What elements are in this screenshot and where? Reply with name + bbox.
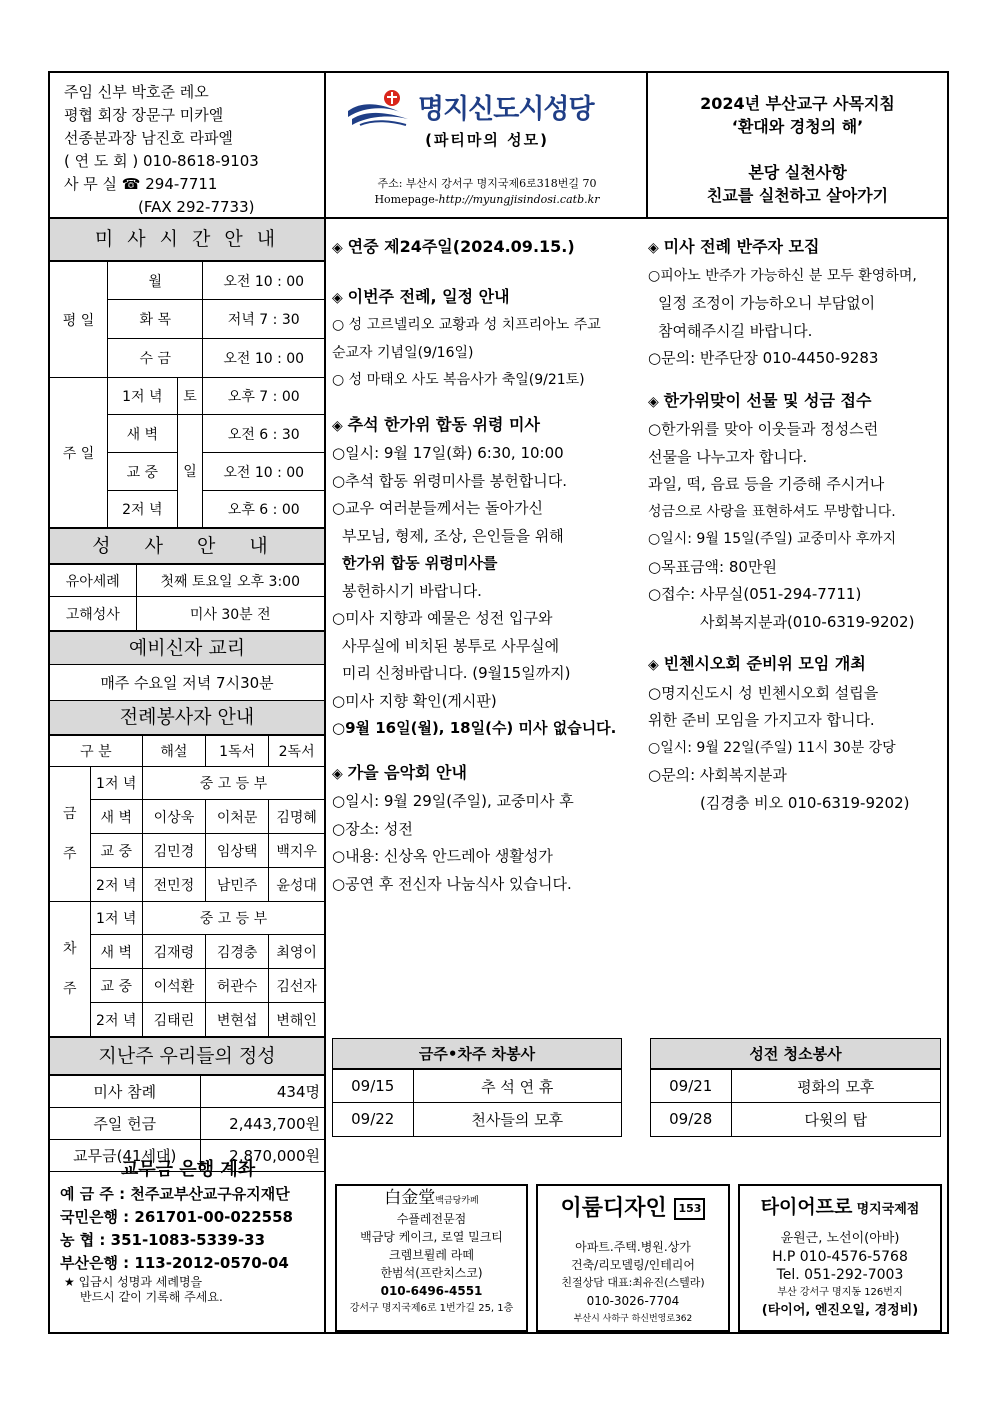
ad-tire: [738, 1184, 942, 1332]
mass-name: 새 벽: [108, 415, 177, 453]
server-group: 중 고 등 부: [142, 767, 324, 800]
server: 이상욱: [142, 800, 205, 834]
mass-title: 미 사 시 간 안 내: [50, 219, 324, 261]
server-row-name: 새 벽: [90, 935, 142, 969]
notice-line: ○ 성 고르넬리오 교황과 성 치프리아노 주교: [332, 317, 601, 333]
offering-label: 교무금(41세대): [50, 1140, 200, 1172]
patron: (파티마의 성모): [425, 131, 549, 149]
server: 김선자: [269, 969, 324, 1003]
diamond-icon: ◈: [332, 417, 348, 434]
ad-title-text: 타이어프로: [760, 1196, 853, 1218]
server: 김재령: [142, 935, 205, 969]
mass-table: [50, 261, 324, 528]
church-name: 명지신도시성당: [418, 94, 594, 125]
server: 이처문: [206, 800, 269, 834]
mass-time: 저녁 7 : 30: [203, 300, 324, 339]
notice-line: ○명지신도시 성 빈첸시오회 설립을: [648, 683, 879, 702]
ad-line: 010-6496-4551: [380, 1284, 483, 1298]
car-duty-title: 금주•차주 차봉사: [333, 1039, 621, 1069]
mass-time: 오전 6 : 30: [203, 415, 324, 453]
offering-label: 미사 참례: [50, 1076, 200, 1108]
ad-line: 010-3026-7704: [586, 1294, 680, 1308]
notice-line: ○교우 여러분들께서는 돌아가신: [332, 499, 543, 517]
notice-line: 순교자 기념일(9/16일): [332, 344, 474, 361]
notice-line: ○일시: 9월 17일(화) 6:30, 10:00: [332, 444, 564, 462]
mass-name: 교 중: [108, 453, 177, 491]
server: 백지우: [269, 834, 324, 868]
diamond-icon: ◈: [332, 240, 348, 256]
server-row-name: 1저 녁: [90, 902, 142, 935]
this-week-label: [50, 767, 90, 902]
ad-line: 크렘브륄레 라떼: [389, 1248, 474, 1262]
car-duty-table: [332, 1038, 622, 1137]
mass-day: 월: [108, 262, 203, 300]
diamond-icon: ◈: [332, 765, 348, 782]
server: 김태린: [142, 1003, 205, 1037]
server: 전민정: [142, 868, 205, 902]
ad-title: [740, 1186, 940, 1230]
bank-note: 반드시 같이 기록해 주세요.: [80, 1290, 223, 1304]
notice-line: ○미사 지향과 예물은 성전 입구와: [332, 609, 553, 627]
sunday-label: 주 일: [50, 378, 108, 528]
server-row-name: 2저 녁: [90, 868, 142, 902]
ad-bakery: [335, 1184, 528, 1332]
ad-line: 강서구 명지국제6로 1번가길 25, 1층: [349, 1303, 514, 1314]
diamond-icon: ◈: [648, 240, 664, 256]
notice-line: 한가위 합동 위령미사를: [342, 554, 498, 572]
sunday-day-label: 일: [177, 415, 203, 528]
duty-date: 09/21: [651, 1070, 731, 1103]
bank-accounts: [50, 1154, 326, 1305]
notice-line: ○장소: 성전: [332, 819, 413, 838]
homepage-link[interactable]: http://myungjisindosi.catb.kr: [438, 193, 600, 206]
notice-line: ○피아노 반주가 가능하신 분 모두 환영하며,: [648, 267, 917, 284]
duty-team: 천사들의 모후: [413, 1103, 621, 1136]
mass-time: 오후 7 : 00: [203, 378, 324, 415]
church-title: [326, 73, 648, 219]
practice-line: 본당 실천사항: [748, 163, 847, 182]
notice-line: 성금으로 사랑을 표현하셔도 무방합니다.: [648, 503, 896, 520]
address: 주소: 부산시 강서구 명지국제6로318번길 70: [377, 177, 597, 190]
staff-line: 선종분과장 남진호 라파엘: [64, 129, 233, 147]
server-row-name: 교 중: [90, 969, 142, 1003]
notice-line: 일정 조정이 가능하오니 부담없이: [658, 294, 876, 312]
notice-line: ○내용: 신상옥 안드레아 생활성가: [332, 847, 553, 865]
notice-line: ○추석 합동 위령미사를 봉헌합니다.: [332, 471, 568, 490]
notice-line: 과일, 떡, 음료 등을 기증해 주시거나: [648, 475, 885, 493]
notice-heading: [332, 411, 632, 441]
diamond-icon: ◈: [648, 393, 664, 410]
server-row-name: 교 중: [90, 834, 142, 868]
ad-title: [337, 1186, 526, 1210]
ad-title-sub: 명지국제점: [856, 1202, 920, 1217]
mass-time: 오후 6 : 00: [203, 491, 324, 528]
offering-title: 지난주 우리들의 정성: [50, 1037, 324, 1075]
week-char: 차: [63, 941, 77, 957]
notice-line: ○일시: 9월 29일(주일), 교중미사 후: [332, 792, 574, 810]
server: 최영이: [269, 935, 324, 969]
ad-line: H.P 010-4576-5768: [772, 1249, 908, 1265]
ad-title-text: 이룸디자인: [560, 1196, 667, 1221]
catechumen-title: 예비신자 교리: [50, 631, 324, 665]
notices-left: [332, 233, 632, 898]
server: 변현섭: [206, 1003, 269, 1037]
left-column: [50, 219, 326, 1332]
bank-line: 부산은행 : 113-2012-0570-04: [60, 1254, 289, 1272]
notice-line: 사회복지분과(010-6319-9202): [700, 612, 915, 631]
servers-head: 2독서: [269, 736, 324, 767]
baptism-time: 첫째 토요일 오후 3:00: [136, 565, 324, 597]
notice-line: ○공연 후 전신자 나눔식사 있습니다.: [332, 874, 572, 893]
notice-line: ○ 성 마태오 사도 복음사가 축일(9/21토): [332, 372, 585, 388]
house-icon: 153: [674, 1198, 705, 1220]
duty-date: 09/15: [333, 1070, 413, 1103]
notice-line: ○문의: 반주단장 010-4450-9283: [648, 349, 879, 367]
duty-date: 09/28: [651, 1103, 731, 1136]
practice-line: 친교를 실천하고 살아가기: [706, 186, 889, 205]
ad-line: 아파트.주택.병원.상가: [575, 1240, 691, 1254]
notice-line: ○일시: 9월 22일(주일) 11시 30분 강당: [648, 739, 896, 756]
notice-line: ○미사 지향 확인(게시판): [332, 691, 497, 710]
mass-time: 오전 10 : 00: [203, 339, 324, 378]
week-char: 주: [63, 981, 77, 997]
bulletin-frame: [48, 71, 949, 1334]
right-column: [326, 219, 947, 1332]
baptism-label: 유아세례: [50, 565, 136, 597]
saturday-label: 토: [177, 378, 203, 415]
header: [50, 73, 947, 219]
notice-heading: [648, 233, 944, 263]
ad-line: 부산 강서구 명지동 126번지: [777, 1287, 903, 1298]
ad-title: [538, 1186, 728, 1238]
notice-line: 선물을 나누고자 합니다.: [648, 447, 808, 466]
server: 허관수: [206, 969, 269, 1003]
servers-table: [50, 735, 324, 1037]
mass-day: 화 목: [108, 300, 203, 339]
ad-line: (타이어, 엔진오일, 경정비): [761, 1303, 919, 1318]
server: 변해인: [269, 1003, 324, 1037]
ad-title-text: 白金堂: [384, 1188, 436, 1208]
week-char: 금: [63, 806, 77, 822]
bank-note: ★ 입금시 성명과 세례명을: [64, 1275, 203, 1289]
notice-line: ○한가위를 맞아 이웃들과 정성스런: [648, 420, 879, 438]
notice-line: ○목표금액: 80만원: [648, 557, 777, 576]
cleaning-duty-title: 성전 청소봉사: [651, 1039, 940, 1069]
notice-line: 사무실에 비치된 봉투로 사무실에: [342, 636, 560, 655]
staff-line: 사 무 실 ☎ 294-7711: [64, 175, 218, 193]
ad-title-sub: 백금당카페: [435, 1196, 479, 1206]
notice-line: 부모님, 형제, 조상, 은인들을 위해: [342, 526, 564, 545]
notice-heading: [332, 283, 632, 313]
server-row-name: 1저 녁: [90, 767, 142, 800]
notice-title: 미사 전례 반주자 모집: [663, 237, 820, 256]
diamond-icon: ◈: [332, 289, 348, 306]
ad-line: Tel. 051-292-7003: [776, 1267, 904, 1283]
staff-info: [50, 73, 326, 219]
ad-line: 윤원근, 노선이(아바): [780, 1231, 900, 1246]
ad-line: 부산시 사하구 하신번영로362: [573, 1314, 693, 1324]
mass-day: 수 금: [108, 339, 203, 378]
notice-title: 추석 한가위 합동 위령 미사: [347, 414, 540, 434]
servers-title: 전례봉사자 안내: [50, 701, 324, 735]
staff-line: ( 연 도 회 ) 010-8618-9103: [64, 152, 259, 170]
notice-line: (김경충 비오 010-6319-9202): [700, 793, 910, 812]
staff-line: 평협 회장 장문구 미카엘: [64, 106, 224, 124]
notice-line: 미리 신청바랍니다. (9월15일까지): [342, 664, 571, 682]
servers-head: 해설: [142, 736, 205, 767]
notice-heading: [648, 650, 944, 680]
notice-line: ○9월 16일(월), 18일(수) 미사 없습니다.: [332, 719, 617, 737]
server: 김경충: [206, 935, 269, 969]
staff-line: 주임 신부 박호준 레오: [64, 83, 209, 101]
notice-heading: [332, 759, 632, 789]
notice-heading: [332, 233, 632, 263]
notice-line: 봉헌하시기 바랍니다.: [342, 581, 482, 600]
mass-name: 2저 녁: [108, 491, 177, 528]
bank-line: 예 금 주 : 천주교부산교구유지재단: [60, 1185, 290, 1203]
bank-title: 교무금 은행 계좌: [120, 1159, 256, 1180]
server-row-name: 새 벽: [90, 800, 142, 834]
offering-value: 434명: [200, 1076, 324, 1108]
notice-line: ○일시: 9월 15일(주일) 교중미사 후까지: [648, 531, 897, 547]
cleaning-duty-table: [650, 1038, 941, 1137]
notice-line: ○문의: 사회복지분과: [648, 766, 787, 784]
sacrament-table: [50, 564, 324, 631]
sacrament-title: 성 사 안 내: [50, 528, 324, 564]
ad-line: 건축/리모델링/인테리어: [570, 1258, 695, 1272]
weekday-label: 평 일: [50, 262, 108, 378]
bank-line: 농 협 : 351-1083-5339-33: [60, 1231, 266, 1249]
ad-design: [536, 1184, 730, 1332]
server: 남민주: [206, 868, 269, 902]
notice-title: 빈첸시오회 준비위 모임 개최: [663, 654, 866, 673]
servers-head: 구 분: [50, 736, 142, 767]
motto: [648, 73, 947, 219]
duty-team: 다윗의 탑: [731, 1103, 940, 1136]
server: 이석환: [142, 969, 205, 1003]
mass-name: 1저 녁: [108, 378, 177, 415]
offering-value: 2,443,700원: [200, 1108, 324, 1140]
motto-line: ‘환대와 경청의 해’: [731, 117, 864, 136]
duty-team: 평화의 모후: [731, 1070, 940, 1103]
confession-label: 고해성사: [50, 597, 136, 631]
bank-line: 국민은행 : 261701-00-022558: [60, 1208, 293, 1226]
homepage-label: Homepage-: [374, 193, 439, 206]
week-char: 주: [63, 846, 77, 862]
offering-label: 주일 헌금: [50, 1108, 200, 1140]
ad-line: 한범석(프란치스코): [380, 1266, 483, 1280]
diamond-icon: ◈: [648, 657, 664, 673]
server: 김민경: [142, 834, 205, 868]
next-week-label: [50, 902, 90, 1037]
mass-time: 오전 10 : 00: [203, 262, 324, 300]
ad-line: 수플레전문점: [396, 1212, 467, 1226]
duty-date: 09/22: [333, 1103, 413, 1136]
server-group: 중 고 등 부: [142, 902, 324, 935]
ad-line: 친절상담 대표:최유진(스텔라): [561, 1276, 705, 1289]
notice-title: 가을 음악회 안내: [347, 762, 467, 782]
offering-value: 2,870,000원: [200, 1140, 324, 1172]
confession-time: 미사 30분 전: [136, 597, 324, 631]
server-row-name: 2저 녁: [90, 1003, 142, 1037]
server: 김명혜: [269, 800, 324, 834]
catechumen-time: 매주 수요일 저녁 7시30분: [50, 665, 324, 701]
ad-line: 백금당 케이크, 로열 밀크티: [360, 1230, 503, 1244]
server: 임상택: [206, 834, 269, 868]
server: 윤성대: [269, 868, 324, 902]
motto-line: 2024년 부산교구 사목지침: [700, 94, 895, 113]
homepage: [326, 193, 648, 206]
servers-head: 1독서: [206, 736, 269, 767]
notice-heading: [648, 387, 944, 417]
duty-team: 추 석 연 휴: [413, 1070, 621, 1103]
notice-line: 참여해주시길 바랍니다.: [658, 321, 813, 340]
notice-title: 연중 제24주일(2024.09.15.): [347, 237, 575, 256]
notice-title: 이번주 전례, 일정 안내: [347, 286, 510, 306]
fax: (FAX 292-7733): [138, 198, 255, 216]
notice-line: 위한 준비 모임을 가지고자 합니다.: [648, 711, 875, 729]
church-logo-icon: [346, 85, 420, 129]
notices-right: [648, 233, 944, 817]
notice-line: ○접수: 사무실(051-294-7711): [648, 585, 862, 603]
notice-title: 한가위맞이 선물 및 성금 접수: [663, 390, 872, 410]
mass-time: 오전 10 : 00: [203, 453, 324, 491]
